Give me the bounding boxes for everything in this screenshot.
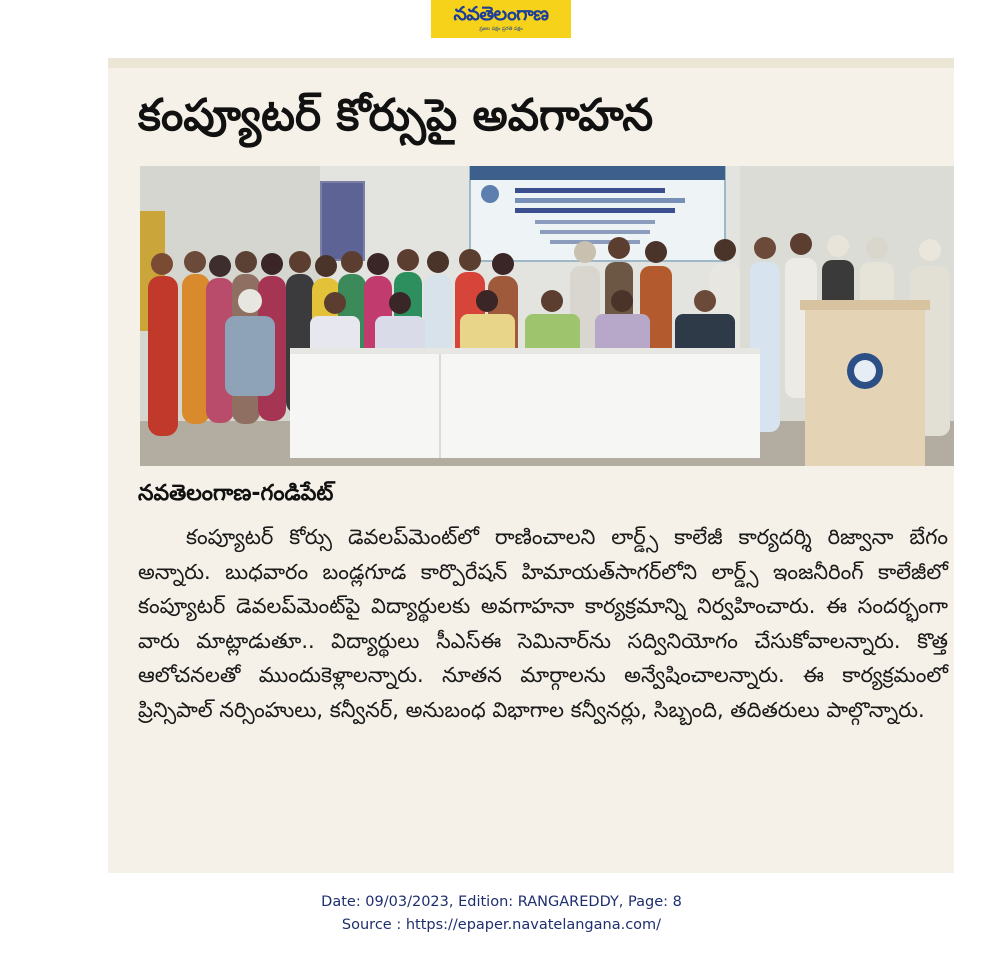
edition-info: Date: 09/03/2023, Edition: RANGAREDDY, Page: 8 bbox=[321, 894, 682, 910]
article-photo bbox=[140, 166, 954, 466]
newspaper-clipping bbox=[108, 58, 954, 873]
article-dateline: నవతెలంగాణ-గండిపేట్ bbox=[138, 481, 334, 506]
group-photo-image bbox=[140, 166, 954, 466]
article-headline: కంప్యూటర్ కోర్సుపై అవగాహన bbox=[138, 90, 654, 141]
masthead-brand: నవతెలంగాణ bbox=[453, 3, 549, 25]
clipping-top-edge bbox=[108, 58, 954, 68]
masthead-logo bbox=[431, 0, 571, 38]
source-link[interactable]: Source : https://epaper.navatelangana.com/ bbox=[341, 917, 662, 933]
masthead-tagline: ప్రజల పక్షం ప్రగతి పక్షం bbox=[479, 26, 523, 32]
article-body: కంప్యూటర్ కోర్సు డెవలప్‌మెంట్‌లో రాణించాలని లార్డ్స్ కాలేజీ కార్యదర్శి రిజ్వానా బేగం అన్నారు. బుధవారం బండ్లగూడ కార్పొరేషన్ హిమాయత్‌సాగర్‌లోని లార్డ్స్ ఇంజనీరింగ్ కాలేజీలో కంప్యూటర్ డెవలప్‌మెంట్‌పై విద్యార్థులకు అవగాహనా కార్యక్రమాన్ని నిర్వహించారు. ఈ సందర్భంగా వారు మాట్లాడుతూ.. విద్యార్థులు సీఎస్ఈ సెమినార్‌ను సద్వినియోగం చేసుకోవాలన్నారు. కొత్త ఆలోచనలతో ముందుకెళ్లాలన్నారు. నూతన మార్గాలను అన్వేషించాలన్నారు. ఈ కార్యక్రమంలో ప్రిన్సిపాల్ నర్సింహులు, కన్వీనర్, అనుబంధ విభాగాల కన్వీనర్లు, సిబ్బంది, తదితరులు పాల్గొన్నారు. bbox=[138, 525, 948, 722]
